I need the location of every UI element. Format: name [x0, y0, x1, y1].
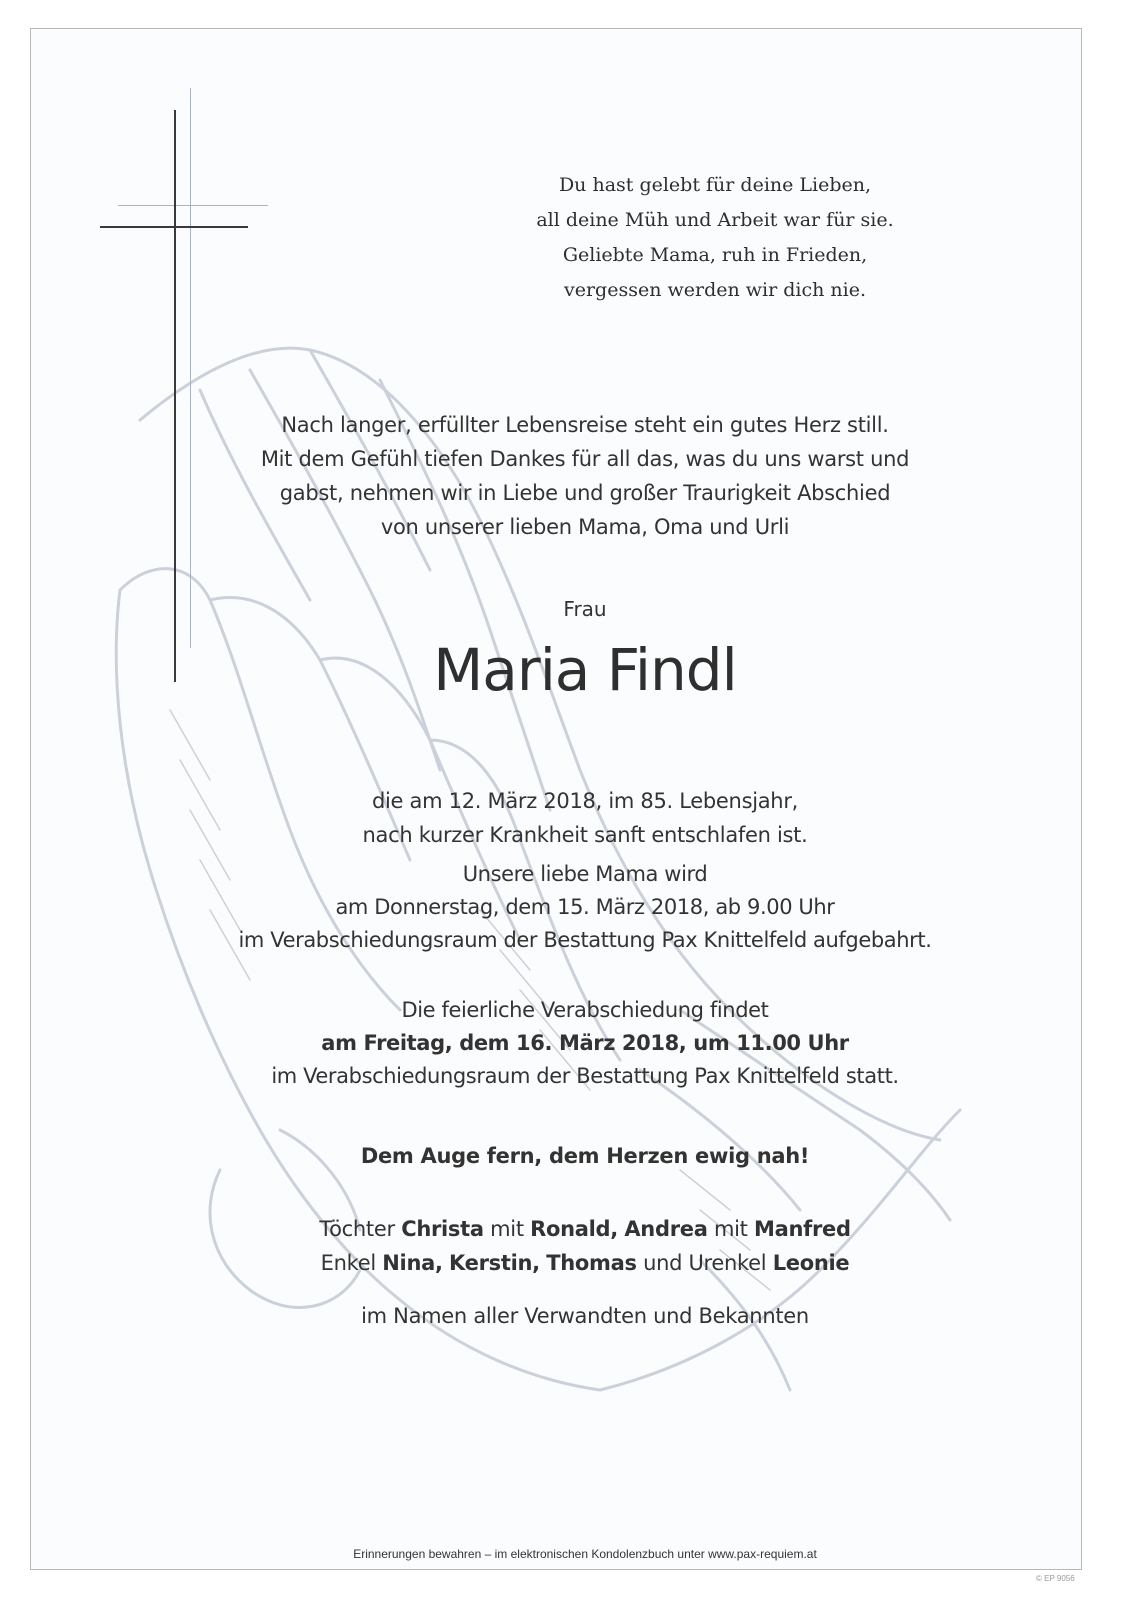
motto: Dem Auge fern, dem Herzen ewig nah!: [360, 1144, 810, 1168]
intro-line: von unserer lieben Mama, Oma und Urli: [380, 515, 790, 539]
viewing-line: am Donnerstag, dem 15. März 2018, ab 9.00 Uhr: [335, 895, 835, 919]
intro-line: Mit dem Gefühl tiefen Dankes für all das, was du uns warst und: [260, 447, 910, 471]
intro-line: Nach langer, erfüllter Lebensreise steht ein gutes Herz still.: [281, 413, 889, 437]
viewing-line: im Verabschiedungsraum der Bestattung Pax Knittelfeld aufgebahrt.: [238, 928, 932, 952]
on-behalf-line: im Namen aller Verwandten und Bekannten: [361, 1304, 809, 1328]
farewell-date: am Freitag, dem 16. März 2018, um 11.00 Uhr: [321, 1031, 849, 1055]
viewing-line: Unsere liebe Mama wird: [462, 862, 708, 886]
farewell-line: Die feierliche Verabschiedung findet: [401, 998, 769, 1022]
family-word: mit: [713, 1217, 748, 1241]
poem-line: Du hast gelebt für deine Lieben,: [558, 174, 872, 196]
farewell-info: [150, 994, 1020, 1093]
death-line: nach kurzer Krankheit sanft entschlafen ist.: [362, 823, 808, 847]
death-line: die am 12. März 2018, im 85. Lebensjahr,: [371, 789, 799, 813]
cross-light-vertical: [190, 88, 191, 648]
cross-beam: [100, 226, 248, 228]
footer-condolence-link: Erinnerungen bewahren – im elektronischen Kondolenzbuch unter www.pax-requiem.at: [353, 1547, 817, 1561]
family-line-grandchildren: [150, 1246, 1020, 1280]
family-word: Enkel: [320, 1251, 376, 1275]
family-name: Manfred: [753, 1217, 851, 1241]
poem-line: vergessen werden wir dich nie.: [564, 279, 866, 301]
death-notice: [150, 784, 1020, 852]
family-mourners: [150, 1212, 1020, 1280]
family-name: Kerstin,: [449, 1251, 540, 1275]
viewing-info: [150, 858, 1020, 957]
family-line-daughters: [150, 1212, 1020, 1246]
family-name: Andrea: [624, 1217, 708, 1241]
family-name: Ronald,: [530, 1217, 618, 1241]
family-name: Leonie: [772, 1251, 850, 1275]
deceased-name: Maria Findl: [433, 636, 737, 704]
family-word: und Urenkel: [643, 1251, 767, 1275]
poem-line: Geliebte Mama, ruh in Frieden,: [562, 244, 868, 266]
poem: [480, 168, 950, 308]
intro-line: gabst, nehmen wir in Liebe und großer Traurigkeit Abschied: [279, 481, 891, 505]
cross-light-horizontal: [118, 205, 268, 206]
family-name: Christa: [401, 1217, 484, 1241]
salutation: Frau: [563, 597, 607, 621]
print-code: © EP 9056: [1036, 1574, 1075, 1583]
intro-text: [150, 408, 1020, 544]
family-word: mit: [490, 1217, 524, 1241]
family-word: Töchter: [319, 1217, 395, 1241]
family-name: Nina,: [382, 1251, 443, 1275]
farewell-line: im Verabschiedungsraum der Bestattung Pax Knittelfeld statt.: [271, 1064, 899, 1088]
family-name: Thomas: [546, 1251, 637, 1275]
poem-line: all deine Müh und Arbeit war für sie.: [536, 209, 894, 231]
